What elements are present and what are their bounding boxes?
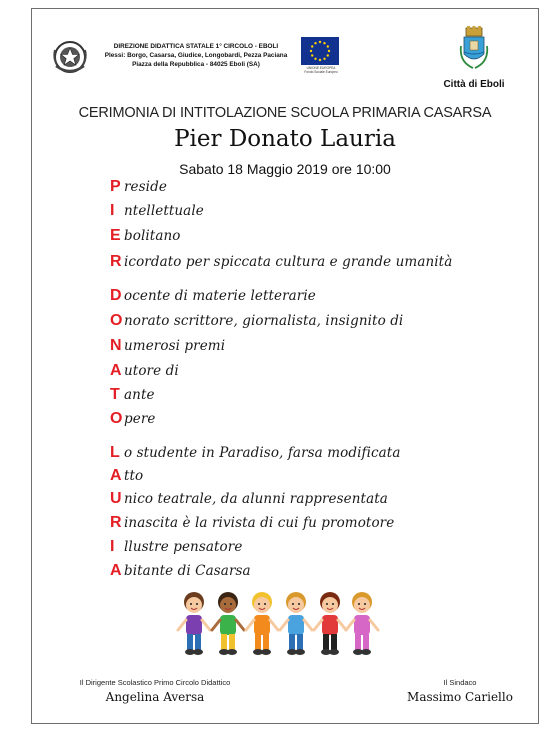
principal-role: Il Dirigente Scolastico Primo Circolo Didattico <box>79 678 231 687</box>
principal-name: Angelina Aversa <box>105 690 205 704</box>
children-illustration <box>176 590 380 658</box>
italian-republic-emblem-icon <box>52 38 88 76</box>
acrostic-line: A utore di <box>110 362 179 379</box>
acrostic-line: O pere <box>110 410 156 427</box>
eu-star-icon <box>327 54 329 56</box>
acrostic-line: R inascita è la rivista di cui fu promotore <box>110 514 395 531</box>
eu-star-icon <box>311 54 313 56</box>
acrostic-line: I llustre pensatore <box>110 538 243 555</box>
acrostic-text: icordato per spiccata cultura e grande umanità <box>124 254 453 270</box>
acrostic-text: pere <box>124 411 156 427</box>
acrostic-line: L o studente in Paradiso, farsa modificata <box>110 444 401 461</box>
acrostic-text: norato scrittore, giornalista, insignito di <box>124 313 404 329</box>
eu-star-icon <box>311 45 313 47</box>
eu-star-icon <box>327 45 329 47</box>
eu-caption-line: UNIONE EUROPEA <box>306 66 336 70</box>
eu-star-icon <box>310 50 312 52</box>
acrostic-text: llustre pensatore <box>124 539 243 555</box>
acrostic-line: A tto <box>110 467 144 484</box>
child-figure <box>346 592 378 655</box>
acrostic-line: U nico teatrale, da alunni rappresentata <box>110 490 388 507</box>
child-figure <box>314 592 346 655</box>
eu-caption <box>301 66 341 74</box>
acrostic-text: ntellettuale <box>124 203 204 219</box>
eu-star-icon <box>319 59 321 61</box>
acrostic-line: R icordato per spiccata cultura e grande umanità <box>110 253 453 270</box>
acrostic-text: umerosi premi <box>124 338 226 354</box>
acrostic-text: reside <box>124 179 167 195</box>
school-name: DIREZIONE DIDATTICA STATALE 1° CIRCOLO - EBOLI <box>113 43 279 50</box>
eu-star-icon <box>323 58 325 60</box>
child-figure <box>212 592 244 655</box>
acrostic-text: utore di <box>124 363 179 379</box>
acrostic-line: E bolitano <box>110 227 181 244</box>
school-header <box>96 42 296 69</box>
acrostic-text: bitante di Casarsa <box>124 563 251 579</box>
child-figure <box>246 592 278 655</box>
honoree-name: Pier Donato Lauria <box>174 126 396 152</box>
mayor-role: Il Sindaco <box>443 678 477 687</box>
event-date: Sabato 18 Maggio 2019 ore 10:00 <box>179 161 391 177</box>
acrostic-line: I ntellettuale <box>110 202 204 219</box>
eu-star-icon <box>319 41 321 43</box>
eu-star-icon <box>314 42 316 44</box>
acrostic-line: T ante <box>110 386 155 403</box>
eu-star-icon <box>328 50 330 52</box>
eu-caption-line: Fondo Sociale Europeo <box>304 70 338 74</box>
acrostic-text: ocente di materie letterarie <box>124 288 316 304</box>
city-crest-icon <box>459 26 489 74</box>
eu-star-icon <box>323 42 325 44</box>
acrostic-line: D ocente di materie letterarie <box>110 287 316 304</box>
acrostic-text: nico teatrale, da alunni rappresentata <box>124 491 388 507</box>
acrostic-text: inascita è la rivista di cui fu promotore <box>124 515 395 531</box>
acrostic-text: ante <box>124 387 155 403</box>
acrostic-text: bolitano <box>124 228 181 244</box>
acrostic-text: o studente in Paradiso, farsa modificata <box>124 445 401 461</box>
child-figure <box>280 592 312 655</box>
ceremony-title: CERIMONIA DI INTITOLAZIONE SCUOLA PRIMARIA CASARSA <box>78 105 492 121</box>
mayor-name: Massimo Cariello <box>407 690 513 704</box>
school-address: Piazza della Repubblica - 84025 Eboli (SA) <box>132 61 260 68</box>
eu-flag-icon <box>301 37 339 65</box>
acrostic-line: N umerosi premi <box>110 337 226 354</box>
acrostic-line: O norato scrittore, giornalista, insignito di <box>110 312 404 329</box>
acrostic-text: tto <box>124 468 144 484</box>
acrostic-line: P reside <box>110 178 167 195</box>
eu-star-icon <box>314 58 316 60</box>
school-plessi: Plessi: Borgo, Casarsa, Giudice, Longobardi, Pezza Paciana <box>104 52 288 59</box>
child-figure <box>178 592 210 655</box>
acrostic-line: A bitante di Casarsa <box>110 562 251 579</box>
city-name: Città di Eboli <box>443 79 505 90</box>
